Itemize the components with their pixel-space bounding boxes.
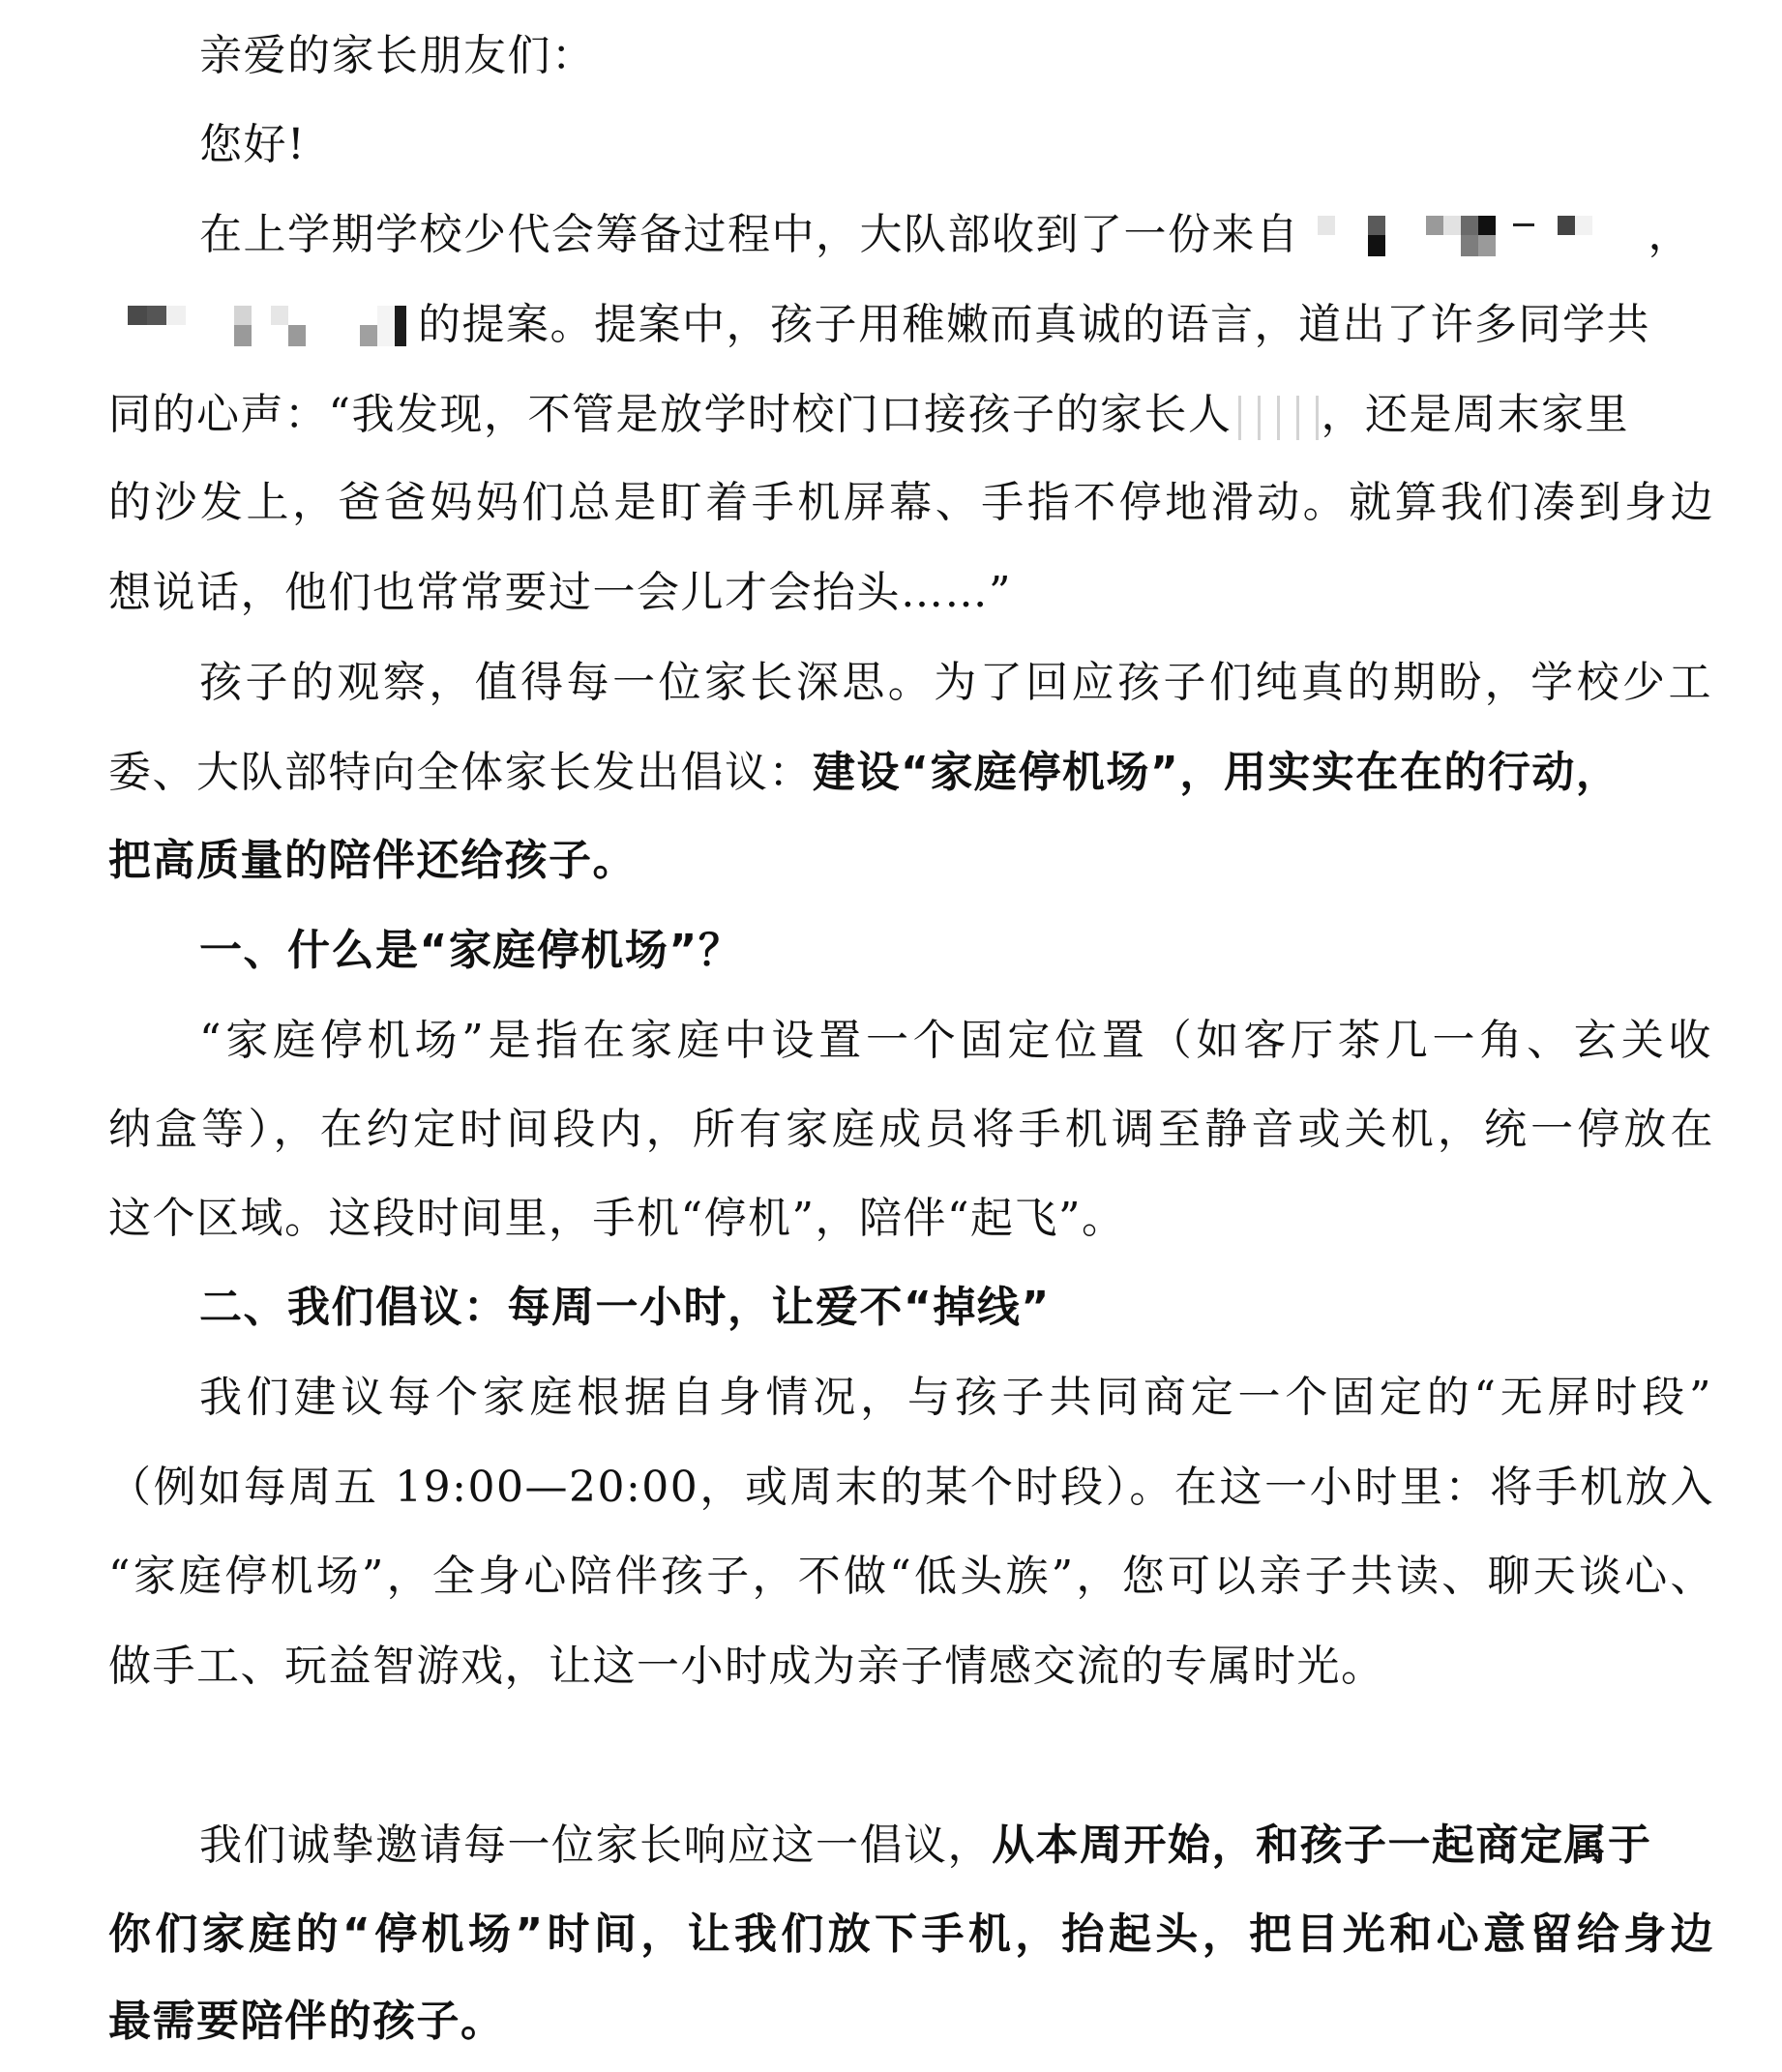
intro-line-1-end: ， (1648, 210, 1692, 259)
closing-line-3: 最需要陪伴的孩子。 (108, 1997, 505, 2046)
call-line-3: 把高质量的陪伴还给孩子。 (108, 836, 637, 885)
intro-line-1 (199, 206, 1692, 264)
redacted-region (108, 306, 418, 350)
section-2-line-3: “家庭停机场”，全身心陪伴孩子，不做“低头族”，您可以亲子共读、聊天谈心、 (108, 1552, 1714, 1601)
section-2-line-1: 我们建议每个家庭根据自身情况，与孩子共同商定一个固定的“无屏时段” (199, 1373, 1712, 1422)
intro-line-2-text: 的提案。提案中，孩子用稚嫩而真诚的语言，道出了许多同学共 (418, 300, 1650, 349)
closing-line-1 (199, 1817, 1712, 1875)
closing-line-1-bold: 从本周开始，和孩子一起商定属于 (992, 1820, 1652, 1870)
call-line-2-bold: 建设“家庭停机场”，用实实在在的行动， (813, 748, 1620, 797)
intro-line-1-text: 在上学期学校少代会筹备过程中，大队部收到了一份来自 (199, 210, 1300, 259)
section-1-line-3: 这个区域。这段时间里，手机“停机”，陪伴“起飞”。 (108, 1194, 1126, 1243)
call-line-2 (108, 744, 1619, 802)
blurred-text (1233, 396, 1322, 440)
intro-line-4: 的沙发上，爸爸妈妈们总是盯着手机屏幕、手指不停地滑动。就算我们凑到身边 (108, 478, 1714, 527)
salutation: 您好! (199, 120, 307, 169)
intro-line-2 (108, 296, 1650, 354)
section-1-line-1: “家庭停机场”是指在家庭中设置一个固定位置（如客厅茶几一角、玄关收 (199, 1016, 1712, 1065)
intro-line-3-text-b: ，还是周末家里 (1321, 390, 1629, 439)
section-2-heading: 二、我们倡议：每周一小时，让爱不“掉线” (199, 1283, 1051, 1332)
section-1-line-2: 纳盒等），在约定时间段内，所有家庭成员将手机调至静音或关机，统一停放在 (108, 1105, 1714, 1154)
section-2-line-2: （例如每周五 19:00—20:00，或周末的某个时段）。在这一小时里：将手机放入 (108, 1463, 1714, 1512)
intro-line-3 (108, 386, 1629, 444)
call-line-2-normal: 委、大队部特向全体家长发出倡议： (108, 748, 813, 797)
intro-line-5: 想说话，他们也常常要过一会儿才会抬头……” (108, 568, 1012, 617)
call-line-1: 孩子的观察，值得每一位家长深思。为了回应孩子们纯真的期盼，学校少工 (199, 658, 1712, 707)
section-2-line-4: 做手工、玩益智游戏，让这一小时成为亲子情感交流的专属时光。 (108, 1642, 1385, 1691)
closing-line-2: 你们家庭的“停机场”时间，让我们放下手机，抬起头，把目光和心意留给身边 (108, 1909, 1714, 1959)
closing-line-1-normal: 我们诚挚邀请每一位家长响应这一倡议， (199, 1820, 992, 1870)
redacted-region (1300, 216, 1648, 260)
intro-line-3-text-a: 同的心声：“我发现，不管是放学时校门口接孩子的家长人 (108, 390, 1233, 439)
section-1-heading: 一、什么是“家庭停机场”？ (199, 926, 743, 975)
greeting: 亲爱的家长朋友们： (199, 31, 596, 80)
